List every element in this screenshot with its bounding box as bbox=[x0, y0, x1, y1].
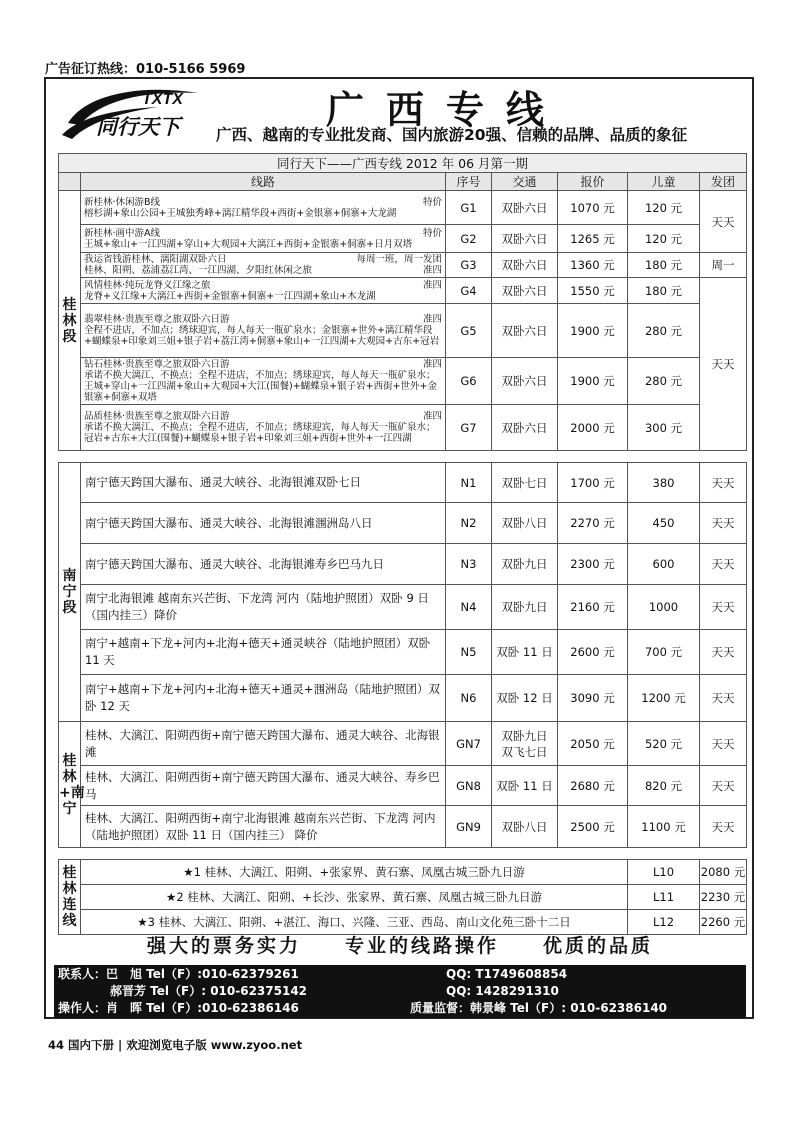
route-detail: 桂林、阳朔、荔浦荔江湾、一江四湖、夕阳红休闲之旅 bbox=[84, 265, 313, 276]
route-price: 2500 元 bbox=[558, 806, 628, 848]
route-cell bbox=[81, 304, 446, 358]
section-guilin-nanning: 桂林+南宁 bbox=[59, 722, 81, 848]
route-child: 600 bbox=[628, 544, 700, 585]
route-child: 280 元 bbox=[628, 358, 700, 405]
route-name: 桂林、大漓江、阳朔西街+南宁德天跨国大瀑布、通灵大峡谷、寿乡巴马 bbox=[81, 766, 446, 806]
route-no: N6 bbox=[446, 675, 492, 722]
route-detail: 全程不进店，不加点；绣球迎宾，每人每天一瓶矿泉水；金银寨+世外+漓江精华段+蝴蝶泉+印象刘三姐+银子岩+荔江湾+侗寨+象山+一江四湖+大观园+古东+冠岩 bbox=[84, 325, 440, 347]
route-price: 2080 元 bbox=[700, 860, 747, 885]
header bbox=[46, 79, 752, 151]
contact-line-2: 郝晋芳 Tel（F）: 010-62375142 bbox=[110, 984, 308, 998]
route-tag: 准四 bbox=[422, 279, 442, 291]
route-cell bbox=[81, 191, 446, 225]
route-child: 820 元 bbox=[628, 766, 700, 806]
route-child: 280 元 bbox=[628, 304, 700, 358]
section-nanning: 南宁段 bbox=[59, 463, 81, 722]
table-row bbox=[59, 191, 747, 225]
route-traffic bbox=[492, 722, 558, 766]
route-no: G7 bbox=[446, 405, 492, 451]
route-traffic: 双卧八日 bbox=[492, 503, 558, 544]
route-child: 120 元 bbox=[628, 225, 700, 253]
route-detail: 承诺不换大漓江、不换点；全程不进店，不加点；绣球迎宾，每人每天一瓶矿泉水；冠岩+古东+大江(围餐)+蝴蝶泉+银子岩+印象刘三姐+西街+世外+一江四湖 bbox=[84, 422, 436, 444]
table-row bbox=[59, 630, 747, 675]
route-child: 700 元 bbox=[628, 630, 700, 675]
route-traffic: 双卧 12 日 bbox=[492, 675, 558, 722]
route-traffic: 双卧七日 bbox=[492, 463, 558, 503]
route-tag: 特价 bbox=[422, 196, 442, 208]
route-price: 1070 元 bbox=[558, 191, 628, 225]
route-price: 3090 元 bbox=[558, 675, 628, 722]
logo-name: 同行天下 bbox=[96, 114, 180, 139]
route-depart: 天天 bbox=[700, 585, 747, 630]
route-name: 风情桂林·纯玩龙脊义江缘之旅 bbox=[84, 279, 211, 291]
route-cell bbox=[81, 225, 446, 253]
table-row bbox=[59, 503, 747, 544]
page-title: 广西专线 bbox=[326, 87, 567, 132]
route-traffic: 双卧 11 日 bbox=[492, 630, 558, 675]
table-row bbox=[59, 585, 747, 630]
divider bbox=[59, 848, 747, 860]
route-no: N3 bbox=[446, 544, 492, 585]
col-price: 报价 bbox=[558, 173, 628, 191]
route-name: 新桂林·休闲游B线 bbox=[84, 196, 161, 208]
route-depart: 天天 bbox=[700, 503, 747, 544]
route-detail: 王城+象山+一江四湖+穿山+大观园+大漓江+西街+金银寨+侗寨+日月双塔 bbox=[84, 238, 413, 250]
contact-box bbox=[54, 965, 746, 1018]
route-no: G2 bbox=[446, 225, 492, 253]
route-cell bbox=[81, 278, 446, 304]
route-name: 南宁+越南+下龙+河内+北海+德天+通灵+涠洲岛（陆地护照团）双卧 12 天 bbox=[81, 675, 446, 722]
route-name: 新桂林·画中游A线 bbox=[84, 227, 161, 239]
route-cell bbox=[81, 405, 446, 451]
route-name: 南宁德天跨国大瀑布、通灵大峡谷、北海银滩寿乡巴马九日 bbox=[81, 544, 446, 585]
section-guilin: 桂林段 bbox=[59, 191, 81, 451]
table-row bbox=[59, 806, 747, 848]
route-name: 桂林、大漓江、阳朔西街+南宁德天跨国大瀑布、通灵大峡谷、北海银滩 bbox=[81, 722, 446, 766]
route-child: 180 元 bbox=[628, 278, 700, 304]
route-no: GN7 bbox=[446, 722, 492, 766]
route-no: GN9 bbox=[446, 806, 492, 848]
table-row bbox=[59, 278, 747, 304]
route-price: 2260 元 bbox=[700, 910, 747, 935]
route-cell bbox=[81, 358, 446, 405]
route-price: 1700 元 bbox=[558, 463, 628, 503]
route-traffic: 双卧九日 bbox=[492, 585, 558, 630]
route-no: G3 bbox=[446, 253, 492, 278]
route-child: 450 bbox=[628, 503, 700, 544]
motto: 强大的票务实力 专业的线路操作 优质的品质 bbox=[146, 935, 653, 957]
route-no: N1 bbox=[446, 463, 492, 503]
route-name: ★3 桂林、大漓江、阳朔、+湛江、海口、兴隆、三亚、西岛、南山文化苑三卧十二日 bbox=[81, 910, 628, 935]
col-blank bbox=[59, 173, 81, 191]
route-no: L10 bbox=[628, 860, 700, 885]
ad-hotline: 广告征订热线：010-5166 5969 bbox=[45, 62, 246, 77]
route-name: ★2 桂林、大漓江、阳朔、+长沙、张家界、黄石寨、凤凰古城三卧九日游 bbox=[81, 885, 628, 910]
route-traffic: 双卧 11 日 bbox=[492, 766, 558, 806]
route-tag: 准四 bbox=[422, 314, 442, 325]
table-row bbox=[59, 885, 747, 910]
route-name: 我运省钱游桂林、漓阳湖双卧六日 bbox=[84, 254, 227, 265]
route-depart: 天天 bbox=[700, 278, 747, 451]
table-row bbox=[59, 225, 747, 253]
table-row bbox=[59, 463, 747, 503]
route-no: N4 bbox=[446, 585, 492, 630]
slogan: 广西、越南的专业批发商、国内旅游20强、信赖的品牌、品质的象征 bbox=[216, 126, 688, 144]
route-traffic: 双卧六日 bbox=[492, 278, 558, 304]
table-row bbox=[59, 722, 747, 766]
route-depart: 天天 bbox=[700, 675, 747, 722]
route-cell bbox=[81, 253, 446, 278]
route-no: L12 bbox=[628, 910, 700, 935]
route-depart: 天天 bbox=[700, 630, 747, 675]
route-traffic: 双卧六日 bbox=[492, 191, 558, 225]
route-name: ★1 桂林、大漓江、阳朔、+张家界、黄石寨、凤凰古城三卧九日游 bbox=[81, 860, 628, 885]
route-table bbox=[58, 153, 747, 935]
route-price: 1360 元 bbox=[558, 253, 628, 278]
route-depart: 天天 bbox=[700, 463, 747, 503]
route-traffic-2: 双飞七日 bbox=[501, 744, 548, 759]
route-traffic-1: 双卧九日 bbox=[501, 728, 548, 743]
table-row bbox=[59, 304, 747, 358]
route-child: 1100 元 bbox=[628, 806, 700, 848]
col-child: 儿童 bbox=[628, 173, 700, 191]
route-no: L11 bbox=[628, 885, 700, 910]
table-row bbox=[59, 253, 747, 278]
route-traffic: 双卧九日 bbox=[492, 544, 558, 585]
route-name: 南宁+越南+下龙+河内+北海+德天+通灵峡谷（陆地护照团）双卧 11 天 bbox=[81, 630, 446, 675]
route-depart: 周一 bbox=[700, 253, 747, 278]
route-no: N5 bbox=[446, 630, 492, 675]
route-name: 南宁德天跨国大瀑布、通灵大峡谷、北海银滩双卧七日 bbox=[81, 463, 446, 503]
route-name: 南宁德天跨国大瀑布、通灵大峡谷、北海银滩涠洲岛八日 bbox=[81, 503, 446, 544]
route-price: 2160 元 bbox=[558, 585, 628, 630]
section-guilin-lianxian: 桂林连线 bbox=[59, 860, 81, 935]
route-no: G5 bbox=[446, 304, 492, 358]
route-tag: 准四 bbox=[422, 411, 442, 422]
route-detail: 承诺不换大漓江、不换点；全程不进店，不加点；绣球迎宾，每人每天一瓶矿泉水；王城+穿山+一江四湖+象山+大观园+大江(围餐)+蝴蝶泉+银子岩+西街+世外+金银寨+侗寨+双塔 bbox=[84, 370, 438, 403]
table-row bbox=[59, 766, 747, 806]
route-price: 2600 元 bbox=[558, 630, 628, 675]
column-headers bbox=[59, 173, 747, 191]
route-price: 2050 元 bbox=[558, 722, 628, 766]
table-row bbox=[59, 358, 747, 405]
route-depart: 天天 bbox=[700, 722, 747, 766]
route-detail: 龙脊+义江缘+大漓江+西街+金银寨+侗寨+一江四湖+象山+木龙湖 bbox=[84, 290, 376, 302]
route-price: 2000 元 bbox=[558, 405, 628, 451]
route-detail: 榕杉湖+象山公园+王城独秀峰+漓江精华段+西街+金银寨+侗寨+大龙湖 bbox=[84, 207, 397, 219]
route-traffic: 双卧八日 bbox=[492, 806, 558, 848]
contact-line-1: 联系人：巴 旭 Tel（F）:010-62379261 bbox=[58, 967, 299, 981]
route-child: 180 元 bbox=[628, 253, 700, 278]
route-tag: 特价 bbox=[422, 227, 442, 239]
col-traffic: 交通 bbox=[492, 173, 558, 191]
route-name: 钻石桂林·贵族至尊之旅双卧六日游 bbox=[84, 359, 230, 370]
route-child: 1200 元 bbox=[628, 675, 700, 722]
route-price: 1900 元 bbox=[558, 304, 628, 358]
route-child: 300 元 bbox=[628, 405, 700, 451]
company-logo bbox=[58, 83, 208, 141]
route-price: 1265 元 bbox=[558, 225, 628, 253]
col-route: 线路 bbox=[81, 173, 446, 191]
table-row bbox=[59, 675, 747, 722]
route-name: 桂林、大漓江、阳朔西街+南宁北海银滩 越南东兴芒街、下龙湾 河内（陆地护照团）双卧 11 日（国内挂三） 降价 bbox=[81, 806, 446, 848]
table-row bbox=[59, 405, 747, 451]
contact-qq-2: QQ: 1428291310 bbox=[446, 984, 559, 998]
page-footer: 44 国内下册 | 欢迎浏览电子版 www.zyoo.net bbox=[48, 1038, 303, 1052]
route-price: 2270 元 bbox=[558, 503, 628, 544]
route-depart: 天天 bbox=[700, 806, 747, 848]
route-depart: 天天 bbox=[700, 191, 747, 253]
route-name: 南宁北海银滩 越南东兴芒街、下龙湾 河内（陆地护照团）双卧 9 日（国内挂三）降价 bbox=[81, 585, 446, 630]
contact-qq-1: QQ: T1749608854 bbox=[446, 967, 568, 981]
route-no: GN8 bbox=[446, 766, 492, 806]
route-no: G6 bbox=[446, 358, 492, 405]
route-child: 120 元 bbox=[628, 191, 700, 225]
logo-brand: TXTX bbox=[142, 91, 183, 108]
route-name: 翡翠桂林·贵族至尊之旅双卧六日游 bbox=[84, 314, 230, 325]
route-traffic: 双卧六日 bbox=[492, 405, 558, 451]
route-no: G1 bbox=[446, 191, 492, 225]
page-frame bbox=[44, 77, 754, 1019]
route-price: 2680 元 bbox=[558, 766, 628, 806]
route-child: 1000 bbox=[628, 585, 700, 630]
route-price: 2300 元 bbox=[558, 544, 628, 585]
route-no: N2 bbox=[446, 503, 492, 544]
route-name: 品质桂林·贵族至尊之旅双卧六日游 bbox=[84, 411, 230, 422]
table-row bbox=[59, 544, 747, 585]
route-tag: 准四 bbox=[422, 359, 442, 370]
divider bbox=[59, 451, 747, 463]
route-tag: 准四 bbox=[422, 265, 442, 276]
route-traffic: 双卧六日 bbox=[492, 358, 558, 405]
contact-line-3: 操作人：肖 晖 Tel（F）:010-62386146 bbox=[58, 1001, 299, 1015]
route-child: 380 bbox=[628, 463, 700, 503]
route-child: 520 元 bbox=[628, 722, 700, 766]
issue-title: 同行天下——广西专线 2012 年 06 月第一期 bbox=[59, 154, 747, 173]
route-price: 1900 元 bbox=[558, 358, 628, 405]
table-row bbox=[59, 860, 747, 885]
col-depart: 发团 bbox=[700, 173, 747, 191]
route-no: G4 bbox=[446, 278, 492, 304]
route-traffic: 双卧六日 bbox=[492, 304, 558, 358]
col-no: 序号 bbox=[446, 173, 492, 191]
route-traffic: 双卧六日 bbox=[492, 253, 558, 278]
route-price: 2230 元 bbox=[700, 885, 747, 910]
route-depart: 天天 bbox=[700, 766, 747, 806]
route-depart: 天天 bbox=[700, 544, 747, 585]
route-tag: 每周一班，周一发团 bbox=[356, 254, 442, 265]
route-traffic: 双卧六日 bbox=[492, 225, 558, 253]
route-price: 1550 元 bbox=[558, 278, 628, 304]
quality-supervisor: 质量监督：韩景峰 Tel（F）: 010-62386140 bbox=[410, 1001, 668, 1015]
